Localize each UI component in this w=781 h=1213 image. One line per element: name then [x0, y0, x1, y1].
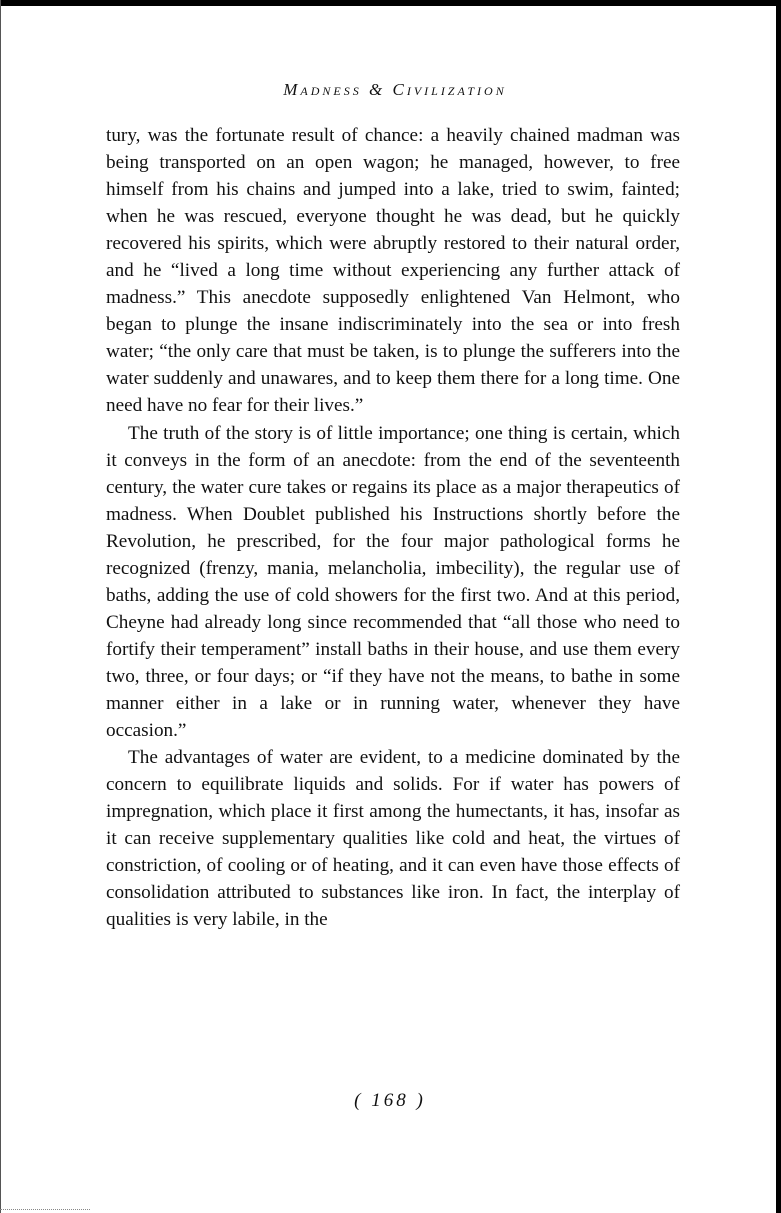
paragraph-2: The truth of the story is of little importance; one thing is certain, which it conveys in the form of an anecdote: from the end of the seventeenth century, the water cure takes or regains its place as a major therapeutics of madness. When Doublet published his Instructions shortly before the Revolution, he prescribed, for the four major pathological forms he recognized (frenzy, mania, melancholia, imbecility), the regular use of baths, adding the use of cold showers for the first two. And at this period, Cheyne had already long since recommended that “all those who need to fortify their temperament” install baths in their house, and use them every two, three, or four days; or “if they have not the means, to bathe in some manner either in a lake or in running water, whenever they have occasion.” — [106, 422, 680, 742]
book-page — [0, 6, 776, 1213]
paragraph-3: The advantages of water are evident, to a medicine dominated by the concern to equilibrate liquids and solids. For if water has powers of impregnation, which place it first among the humectants, it has, insofar as it can receive supplementary qualities like cold and heat, the virtues of constriction, of cooling or of heating, and it can even have those effects of consolidation attributed to substances like iron. In fact, the interplay of qualities is very labile, in the — [106, 747, 680, 931]
scan-border-right — [776, 0, 781, 1213]
paragraph-1: tury, was the fortunate result of chance: a heavily chained madman was being transported on an open wagon; he managed, however, to free himself from his chains and jumped into a lake, tried to swim, fainted; when he was rescued, everyone thought he was dead, but he quickly recovered his spirits, which were abruptly restored to their natural order, and he “lived a long time without experiencing any further attack of madness.” This anecdote supposedly enlightened Van Helmont, who began to plunge the insane indiscriminately into the sea or into fresh water; “the only care that must be taken, is to plunge the sufferers into the water suddenly and unawares, and to keep them there for a long time. One need have no fear for their lives.” — [106, 125, 680, 417]
body-text — [106, 122, 680, 933]
page-number: ( 168 ) — [354, 1090, 426, 1111]
running-head: Madness & Civilization — [283, 80, 507, 99]
scan-artifact-dots — [0, 1209, 90, 1210]
